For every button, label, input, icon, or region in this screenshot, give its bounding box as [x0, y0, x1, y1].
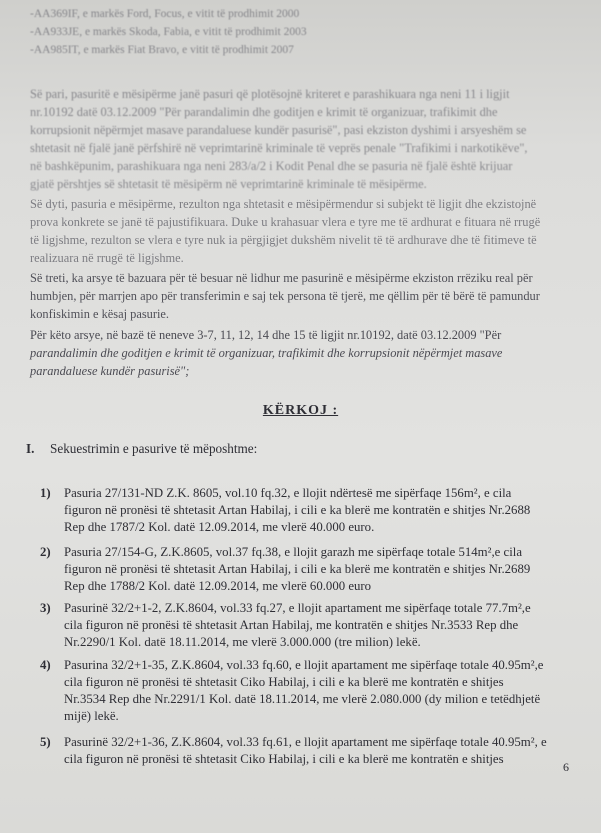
list-item: [40, 600, 574, 651]
list-item: [40, 734, 574, 768]
item-number: 2): [40, 545, 51, 559]
item-line: cila figuron në pronësi të shtetasit Artan Habilaj, me kontratën e shitjes Nr.3533 Rep dhe: [64, 618, 519, 632]
section-number: I.: [26, 441, 35, 456]
paragraph-4-line-3: parandaluese kundër pasurisë";: [30, 364, 190, 378]
request-heading: [0, 403, 601, 419]
item-line: Pasurinë 32/2+1-2, Z.K.8604, vol.33 fq.27, e llojit apartament me sipërfaqe totale 77.7m²,e: [64, 601, 531, 615]
item-line: mijë) lekë.: [64, 709, 119, 723]
list-item: [40, 485, 574, 536]
paragraph-1-line-6: gjatë përshtjes së shtetasit të mësipërm në veprimtarinë kriminale të mësipërme.: [30, 177, 427, 191]
paragraph-3-line-2: humbjen, për marrjen apo për transferimin e saj tek persona të tjerë, me qëllim për të bërë të pamundur: [30, 289, 540, 303]
paragraph-2-line-2: prova konkrete se janë të pajustifikuara. Duke u krahasuar vlera e tyre me të ardhurat e fituara në rrugë: [30, 215, 541, 229]
paragraph-2-line-4: realizuara në rrugë të ligjshme.: [30, 251, 184, 265]
paragraph-2-line-3: të ligjshme, rezulton se vlera e tyre nuk ia përgjigjet dukshëm nivelit të të ardhurave dhe të fitimeve të: [30, 233, 537, 247]
item-line: figuron në pronësi të shtetasit Artan Habilaj, i cili e ka blerë me kontratën e shitjes Nr.2688: [64, 503, 531, 517]
section-header: [26, 441, 257, 457]
paragraph-4-line-1: Për këto arsye, në bazë të neneve 3-7, 11, 12, 14 dhe 15 të ligjit nr.10192, datë 03.12.2009 "Për: [30, 328, 502, 342]
paragraph-2-line-1: Së dyti, pasuria e mësipërme, rezulton nga shtetasit e mësipërmendur si subjekt të ligjit dhe ekzistojnë: [30, 197, 537, 211]
paragraph-1-line-4: shtetasit në fjalë janë përfshirë në veprimtarinë kriminale të veprës penale "Trafikimi i narkotikëve",: [30, 141, 528, 155]
paragraph-3-line-3: konfiskimin e kësaj pasurie.: [30, 307, 170, 321]
paragraph-1-line-1: Së pari, pasuritë e mësipërme janë pasuri që plotësojnë kriteret e parashikuara nga neni 11 i ligjit: [30, 87, 510, 101]
item-line: Pasuria 27/131-ND Z.K. 8605, vol.10 fq.32, e llojit ndërtesë me sipërfaqe 156m², e cila: [64, 486, 512, 500]
paragraph-1-line-3: korrupsionit nëpërmjet masave parandaluese kundër pasurisë", pasi ekziston dyshimi i arsyeshëm se: [30, 123, 527, 137]
request-heading-text: KËRKOJ :: [262, 403, 339, 418]
item-line: Pasurinë 32/2+1-36, Z.K.8604, vol.33 fq.61, e llojit apartament me sipërfaqe totale 40.95m², e: [64, 735, 547, 749]
paragraph-1-line-2: nr.10192 datë 03.12.2009 "Për parandalimin dhe goditjen e krimit të organizuar, trafikimit dhe: [30, 105, 498, 119]
item-line: Nr.3534 Rep dhe Nr.2291/1 Kol. datë 18.11.2014, me vlerë 2.080.000 (dy milion e tetëdhjetë: [64, 692, 541, 706]
item-line: cila figuron në pronësi të shtetasit Ciko Habilaj, i cili e ka blerë me kontratën e shitjes: [64, 752, 504, 766]
vehicle-line-3: -AA985IT, e markës Fiat Bravo, e vitit të prodhimit 2007: [30, 44, 294, 56]
paragraph-4-line-2: parandalimin dhe goditjen e krimit të organizuar, trafikimit dhe korrupsionit nëpërmjet masave: [30, 346, 503, 360]
item-number: 5): [40, 735, 51, 749]
paragraph-1-line-5: në bashkëpunim, parashikuara nga neni 283/a/2 i Kodit Penal dhe se pasuria në fjalë është krijuar: [30, 159, 513, 173]
item-line: figuron në pronësi të shtetasit Artan Habilaj, i cili e ka blerë me kontratën e shitjes Nr.2689: [64, 562, 531, 576]
item-number: 3): [40, 601, 51, 615]
item-line: Pasuria 27/154-G, Z.K.8605, vol.37 fq.38, e llojit garazh me sipërfaqe totale 514m²,e cila: [64, 545, 523, 559]
paragraph-3-line-1: Së treti, ka arsye të bazuara për të besuar në lidhur me pasurinë e mësipërme ekziston rrëziku real për: [30, 271, 533, 285]
vehicle-line-1: -AA369IF, e markës Ford, Focus, e vitit të prodhimit 2000: [30, 8, 300, 20]
item-line: Rep dhe 1787/2 Kol. datë 12.09.2014, me vlerë 40.000 euro.: [64, 520, 375, 534]
list-item: [40, 657, 574, 725]
item-line: Rep dhe 1788/2 Kol. datë 12.09.2014, me vlerë 60.000 euro: [64, 579, 372, 593]
item-line: Pasurina 32/2+1-35, Z.K.8604, vol.33 fq.60, e llojit apartament me sipërfaqe totale 40.95m²,e: [64, 658, 544, 672]
vehicle-line-2: -AA933JE, e markës Skoda, Fabia, e vitit të prodhimit 2003: [30, 26, 307, 38]
section-text: Sekuestrimin e pasurive të mëposhtme:: [50, 441, 258, 456]
item-number: 4): [40, 658, 51, 672]
list-item: [40, 544, 574, 595]
item-number: 1): [40, 486, 51, 500]
page-number: 6: [563, 760, 569, 774]
item-line: Nr.2290/1 Kol. datë 18.11.2014, me vlerë 3.000.000 (tre milion) lekë.: [64, 635, 421, 649]
item-line: cila figuron në pronësi të shtetasit Ciko Habilaj, i cili e ka blerë me kontratën e shitjes: [64, 675, 504, 689]
